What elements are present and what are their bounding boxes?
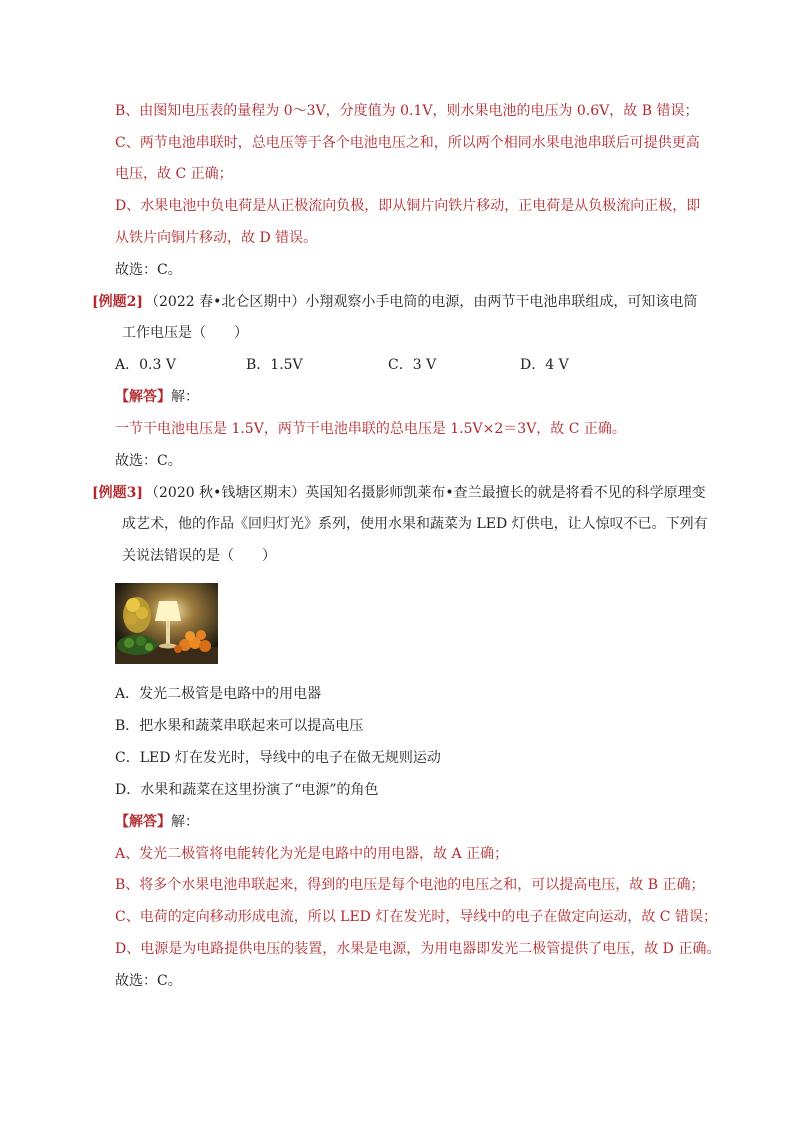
answer-suffix: 解： [171, 814, 199, 830]
example-3-solution-c: C、电荷的定向移动形成电流，所以 LED 灯在发光时，导线中的电子在做定向运动，故 C 错误； [115, 909, 717, 925]
example-3-option-c: C．LED 灯在发光时，导线中的电子在做无规则运动 [115, 750, 441, 766]
example-3-solution-d: D、电源是为电路提供电压的装置，水果是电源，为用电器即发光二极管提供了电压，故 D 正确。 [115, 941, 721, 957]
fruit-lamp-photo [115, 583, 218, 664]
solution-c-line2: 电压，故 C 正确； [115, 166, 233, 182]
example-2-answer-heading [115, 387, 199, 407]
example-2-stem-line2: 工作电压是（ ） [122, 325, 248, 341]
example-2-solution: 一节干电池电压是 1.5V，两节干电池串联的总电压是 1.5V×2＝3V，故 C 正确。 [115, 421, 626, 437]
example-3-answer-heading [115, 812, 199, 832]
example-2-option-b: B．1.5V [246, 357, 303, 373]
choice-2: 故选：C。 [115, 453, 182, 469]
example-3-solution-a: A、发光二极管将电能转化为光是电路中的用电器，故 A 正确； [115, 846, 509, 862]
example-3-option-a: A．发光二极管是电路中的用电器 [115, 686, 322, 702]
example-2-option-a: A．0.3 V [115, 357, 176, 373]
solution-d-line2: 从铁片向铜片移动，故 D 错误。 [115, 230, 318, 246]
solution-d-line1: D、水果电池中负电荷是从正极流向负极，即从铜片向铁片移动，正电荷是从负极流向正极，即 [115, 198, 701, 214]
example-3-stem-line3: 关说法错误的是（ ） [122, 548, 276, 564]
answer-label: 【解答】 [115, 814, 171, 830]
example-2-stem-line1: （2022 春•北仑区期中）小翔观察小手电筒的电源，由两节干电池串联组成，可知该电筒 [145, 294, 698, 310]
choice-3: 故选：C。 [115, 973, 182, 989]
example-3-option-b: B．把水果和蔬菜串联起来可以提高电压 [115, 718, 364, 734]
example-2-option-d: D．4 V [520, 357, 569, 373]
example-3-tag: [例题3] [92, 485, 143, 501]
answer-label: 【解答】 [115, 389, 171, 405]
solution-c-line1: C、两节电池串联时，总电压等于各个电池电压之和，所以两个相同水果电池串联后可提供更高 [115, 135, 700, 151]
example-2-tag: [例题2] [92, 294, 143, 310]
answer-suffix: 解： [171, 389, 199, 405]
example-3-option-d: D．水果和蔬菜在这里扮演了“电源”的角色 [115, 782, 379, 798]
example-3-solution-b: B、将多个水果电池串联起来，得到的电压是每个电池的电压之和，可以提高电压，故 B 正确； [115, 877, 705, 893]
choice-1: 故选：C。 [115, 262, 182, 278]
example-2-option-c: C．3 V [388, 357, 437, 373]
example-3-stem-line2: 成艺术，他的作品《回归灯光》系列，使用水果和蔬菜为 LED 灯供电，让人惊叹不已。下列有 [122, 516, 708, 532]
fruit-lamp-illustration [115, 583, 218, 664]
solution-b: B、由图知电压表的量程为 0～3V，分度值为 0.1V，则水果电池的电压为 0.6V，故 B 错误； [115, 103, 699, 119]
example-3-stem-line1: （2020 秋•钱塘区期末）英国知名摄影师凯莱布•查兰最擅长的就是将看不见的科学原理变 [145, 485, 706, 501]
